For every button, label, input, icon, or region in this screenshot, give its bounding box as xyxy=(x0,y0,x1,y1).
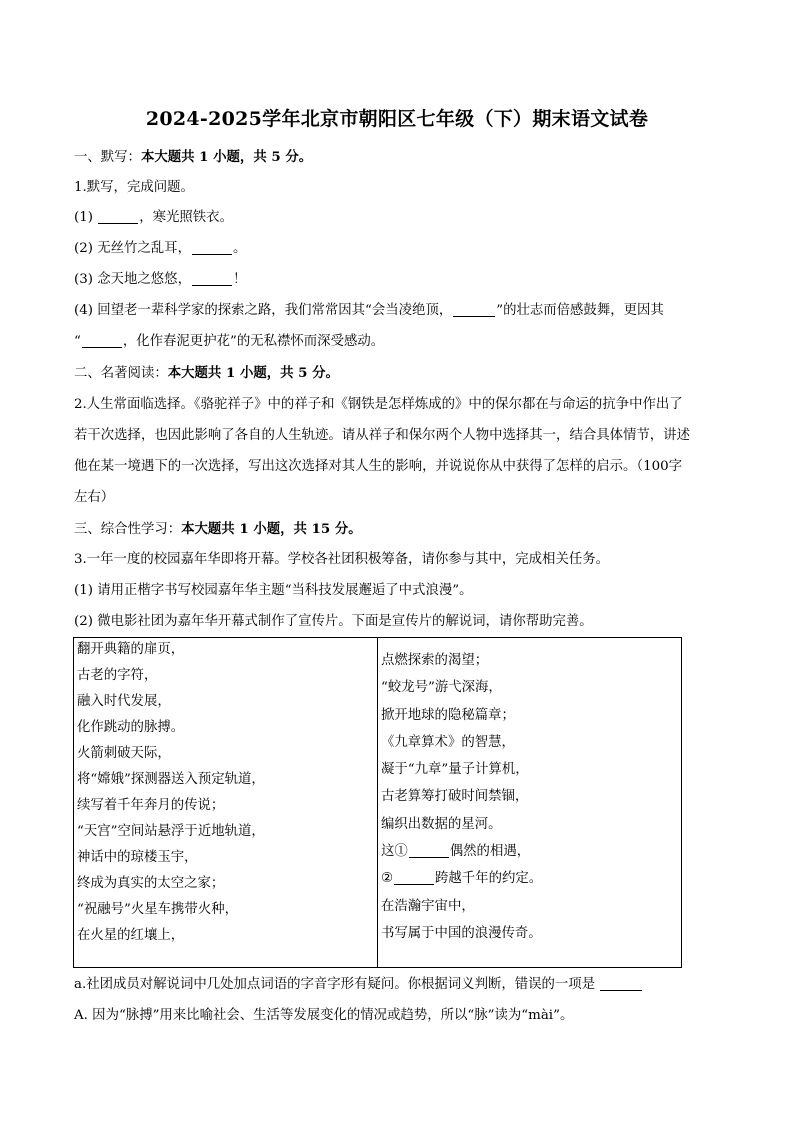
poem-line: 凝于“九章”量子计算机， xyxy=(381,762,529,778)
answer-blank[interactable] xyxy=(192,240,232,255)
poem-line: 点燃探索的渴望； xyxy=(381,653,489,668)
poem-line: 《九章算术》的智慧， xyxy=(381,734,515,750)
poem-line-blank-1: 这① 偶然的相遇， xyxy=(381,844,531,860)
poem-line: 神话中的琼楼玉宇， xyxy=(77,850,198,865)
question-3-sub-1: (1) 请用正楷字书写校园嘉年华主题“当科技发展邂逅了中式浪漫”。 xyxy=(74,583,473,598)
poem-line-blank-2: ② 跨越千年的约定。 xyxy=(381,871,543,887)
question-1-item-4-cont: “ ，化作春泥更护花”的无私襟怀而深受感动。 xyxy=(74,334,385,349)
poem-line: 在火星的红壤上， xyxy=(77,928,185,943)
answer-blank[interactable] xyxy=(600,976,642,991)
question-1-item-4: (4) 回望老一辈科学家的探索之路，我们常常因其“会当凌绝顶， ”的壮志而倍感鼓舞，更因其 xyxy=(74,303,664,318)
answer-blank[interactable] xyxy=(409,843,449,858)
section-1-heading xyxy=(74,148,312,167)
section-1-prefix: 一、默写： xyxy=(74,150,141,165)
question-1-item-2: (2) 无丝竹之乱耳， 。 xyxy=(74,241,247,256)
section-2-heading: 二、名著阅读：本大题共 1 小题，共 5 分。 xyxy=(74,365,339,381)
poem-line: “蛟龙号”游弋深海， xyxy=(381,680,502,696)
question-1-stem: 1.默写，完成问题。 xyxy=(74,180,194,195)
poem-line: 古老算筹打破时间禁锢， xyxy=(381,789,529,805)
question-2-line: 2.人生常面临选择。《骆驼祥子》中的祥子和《钢铁是怎样炼成的》中的保尔都在与命运的抗争中作出了 xyxy=(74,397,683,412)
answer-blank[interactable] xyxy=(394,870,434,885)
answer-blank[interactable] xyxy=(453,302,495,317)
poem-line: 翻开典籍的扉页， xyxy=(77,642,185,657)
poem-line: 在浩瀚宇宙中， xyxy=(381,898,475,914)
poem-line: 续写着千年奔月的传说； xyxy=(77,798,225,813)
question-2-line: 他在某一境遇下的一次选择，写出这次选择对其人生的影响，并说说你从中获得了怎样的启示。（100字 xyxy=(74,459,683,474)
poem-line: 融入时代发展， xyxy=(77,694,171,709)
poem-line: 将“嫦娥”探测器送入预定轨道， xyxy=(77,772,265,787)
option-a: A. 因为“脉搏”用来比喻社会、生活等发展变化的情况或趋势，所以“脉”读为“mài”。 xyxy=(74,1008,574,1023)
question-3-stem: 3.一年一度的校园嘉年华即将开幕。学校各社团积极筹备，请你参与其中，完成相关任务。 xyxy=(74,552,610,567)
commentary-right-cell xyxy=(378,638,682,968)
question-2-line: 若干次选择，也因此影响了各自的人生轨迹。请从祥子和保尔两个人物中选择其一，结合具体情节，讲述 xyxy=(74,428,690,443)
poem-line: 古老的字符， xyxy=(77,668,158,683)
poem-line: “祝融号”火星车携带火种， xyxy=(77,902,238,917)
answer-blank[interactable] xyxy=(98,209,138,224)
commentary-left-cell xyxy=(74,638,378,968)
commentary-table xyxy=(73,637,682,968)
question-1-item-1: (1) ，寒光照铁衣。 xyxy=(74,210,233,225)
poem-line: 编织出数据的星河。 xyxy=(381,816,502,832)
question-3-a: a.社团成员对解说词中几处加点词语的字音字形有疑问。你根据词义判断，错误的一项是 xyxy=(74,976,643,994)
question-1-item-3: (3) 念天地之悠悠， ！ xyxy=(74,272,247,287)
poem-line: 化作跳动的脉搏。 xyxy=(77,720,185,735)
poem-line: 终成为真实的太空之家； xyxy=(77,876,225,891)
page-title: 2024-2025学年北京市朝阳区七年级（下）期末语文试卷 xyxy=(145,108,649,130)
question-3-sub-2: (2) 微电影社团为嘉年华开幕式制作了宣传片。下面是宣传片的解说词，请你帮助完善。 xyxy=(74,614,593,629)
section-1-desc: 本大题共 1 小题，共 5 分。 xyxy=(140,149,313,165)
poem-line: 掀开地球的隐秘篇章； xyxy=(381,707,515,723)
poem-line: “天宫”空间站悬浮于近地轨道， xyxy=(77,824,265,839)
poem-line: 书写属于中国的浪漫传奇。 xyxy=(381,925,542,941)
question-2-line: 左右） xyxy=(74,490,115,505)
section-3-heading: 三、综合性学习：本大题共 1 小题，共 15 分。 xyxy=(74,521,362,537)
poem-line: 火箭刺破天际， xyxy=(77,746,171,761)
answer-blank[interactable] xyxy=(82,333,122,348)
answer-blank[interactable] xyxy=(192,271,232,286)
